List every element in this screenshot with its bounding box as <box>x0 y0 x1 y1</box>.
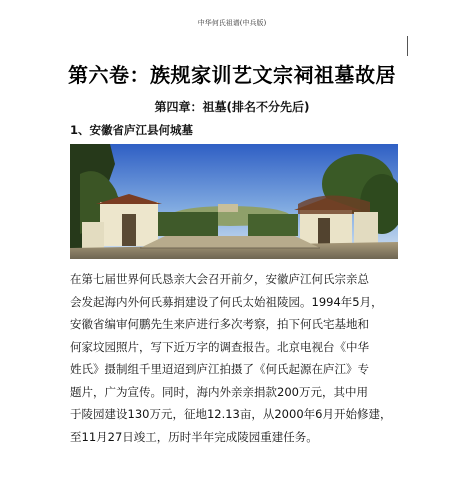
body-line: 至11月27日竣工，历时半年完成陵园重建任务。 <box>70 429 318 444</box>
body-line: 何家坟园照片，写下近万字的调查报告。北京电视台《中华 <box>70 339 369 354</box>
body-line: 安徽省编审何鹏先生来庐进行多次考察，拍下何氏宅基地和 <box>70 317 369 331</box>
body-line: 在第七届世界何氏恳亲大会召开前夕，安徽庐江何氏宗亲总 <box>70 272 369 286</box>
chapter-title: 第四章：祖墓(排名不分先后) <box>154 100 310 114</box>
body-line: 会发起海内外何氏募捐建设了何氏太始祖陵园。1994年5月， <box>70 294 383 309</box>
body-line: 于陵园建设130万元，征地12.13亩，从2000年6月开始修建， <box>70 407 392 421</box>
body-paragraph <box>70 268 402 448</box>
running-header: 中华何氏祖谱(中兵版) <box>197 19 267 27</box>
body-line: 题片，广为宣传。同时，海内外亲亲捐款200万元，其中用 <box>70 384 368 399</box>
header-divider <box>407 36 408 56</box>
body-line: 姓氏》摄制组千里迢迢到庐江拍摄了《何氏起源在庐江》专 <box>70 362 369 376</box>
mausoleum-photo <box>70 144 398 259</box>
section-heading: 1、安徽省庐江县何城墓 <box>70 123 194 137</box>
volume-title: 第六卷：族规家训艺文宗祠祖墓故居 <box>68 63 396 87</box>
